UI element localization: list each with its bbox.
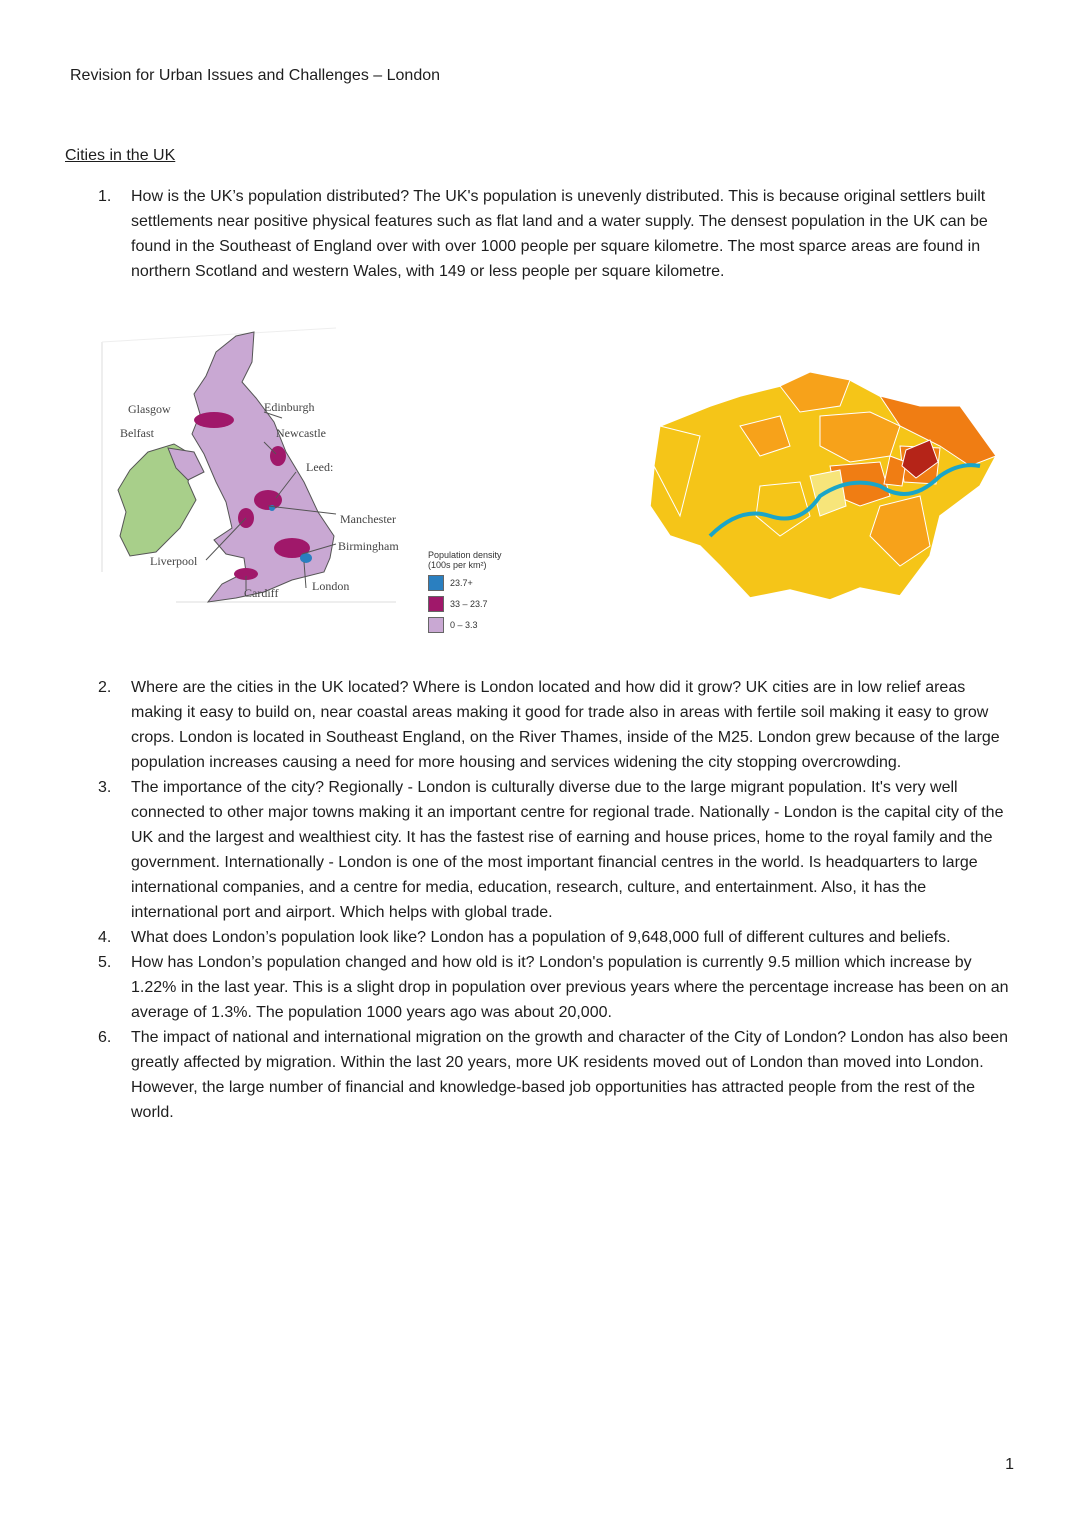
section-heading: Cities in the UK xyxy=(65,147,176,164)
question-number: 1. xyxy=(98,188,112,205)
legend-swatch xyxy=(428,596,444,612)
legend-item xyxy=(428,596,518,612)
map-label-liverpool: Liverpool xyxy=(150,554,198,568)
question-list-top xyxy=(98,184,1013,284)
question-number: 4. xyxy=(98,929,112,946)
map-label-london: London xyxy=(312,579,350,593)
question-item xyxy=(98,675,1013,775)
map-legend xyxy=(428,550,518,633)
legend-item xyxy=(428,575,518,591)
london-boroughs-density-map xyxy=(640,366,1000,606)
london-map-graphic xyxy=(640,366,1000,606)
question-text: How has London’s population changed and how old is it? London's population is currently 9.5 million which increase by 1.22% in the last year. This is a slight drop in population over previous years where the percentage increase has been on an average of 1.3%. The population 1000 years ago was about 20,000. xyxy=(131,954,1009,1021)
map-label-glasgow: Glasgow xyxy=(128,402,171,416)
map-label-leeds: Leed: xyxy=(306,460,334,474)
map-label-newcastle: Newcastle xyxy=(276,426,326,440)
question-number: 2. xyxy=(98,679,112,696)
page-title: Revision for Urban Issues and Challenges – London xyxy=(70,67,441,84)
legend-swatch xyxy=(428,575,444,591)
map-label-manchester: Manchester xyxy=(340,512,396,526)
question-number: 5. xyxy=(98,954,112,971)
map-label-cardiff: Cardiff xyxy=(244,586,279,600)
legend-label: 0 – 3.3 xyxy=(450,620,478,630)
question-list-bottom xyxy=(98,675,1013,1125)
page-number: 1 xyxy=(1005,1456,1014,1473)
question-text: What does London’s population look like? London has a population of 9,648,000 full of different cultures and beliefs. xyxy=(131,929,951,946)
legend-label: 33 – 23.7 xyxy=(450,599,488,609)
question-item xyxy=(98,184,1013,284)
map-label-birmingham: Birmingham xyxy=(338,539,399,553)
question-item xyxy=(98,950,1013,1025)
map-label-belfast: Belfast xyxy=(120,426,154,440)
question-item xyxy=(98,1025,1013,1125)
question-text: The impact of national and international migration on the growth and character of the City of London? London has also been greatly affected by migration. Within the last 20 years, more UK residents moved out of London than moved into London. However, the large number of financial and knowledge-based job opportunities has attracted people from the rest of the world. xyxy=(131,1029,1009,1121)
question-number: 6. xyxy=(98,1029,112,1046)
map-label-edinburgh: Edinburgh xyxy=(264,400,315,414)
legend-item xyxy=(428,617,518,633)
question-text: The importance of the city? Regionally - London is culturally diverse due to the large migrant population. It's very well connected to other major towns making it an important centre for regional trade. Nationally - London is the capital city of the UK and the largest and wealthiest city. It has the fastest rise of earning and house prices, home to the royal family and the government. Internationally - London is one of the most important financial centres in the world. Is headquarters to large international companies, and a centre for media, education, research, culture, and entertainment. Also, it has the international port and airport. Which helps with global trade. xyxy=(131,779,1004,921)
legend-label: 23.7+ xyxy=(450,578,473,588)
legend-swatch xyxy=(428,617,444,633)
question-item xyxy=(98,775,1013,925)
question-text: Where are the cities in the UK located? Where is London located and how did it grow? UK cities are in low relief areas making it easy to build on, near coastal areas making it good for trade also in areas with fertile soil making it easy to grow crops. London is located in Southeast England, on the River Thames, inside of the M25. London grew because of the large population increases causing a need for more housing and services widening the city stopping overcrowding. xyxy=(131,679,1000,771)
uk-population-density-map xyxy=(96,322,536,660)
question-text: How is the UK’s population distributed? The UK's population is unevenly distributed. This is because original settlers built settlements near positive physical features such as flat land and a water supply. The densest population in the UK can be found in the Southeast of England over with over 1000 people per square kilometre. The most sparce areas are found in northern Scotland and western Wales, with 149 or less people per square kilometre. xyxy=(131,188,988,280)
question-number: 3. xyxy=(98,779,112,796)
legend-title: Population density (100s per km²) xyxy=(428,550,502,570)
question-item xyxy=(98,925,1013,950)
